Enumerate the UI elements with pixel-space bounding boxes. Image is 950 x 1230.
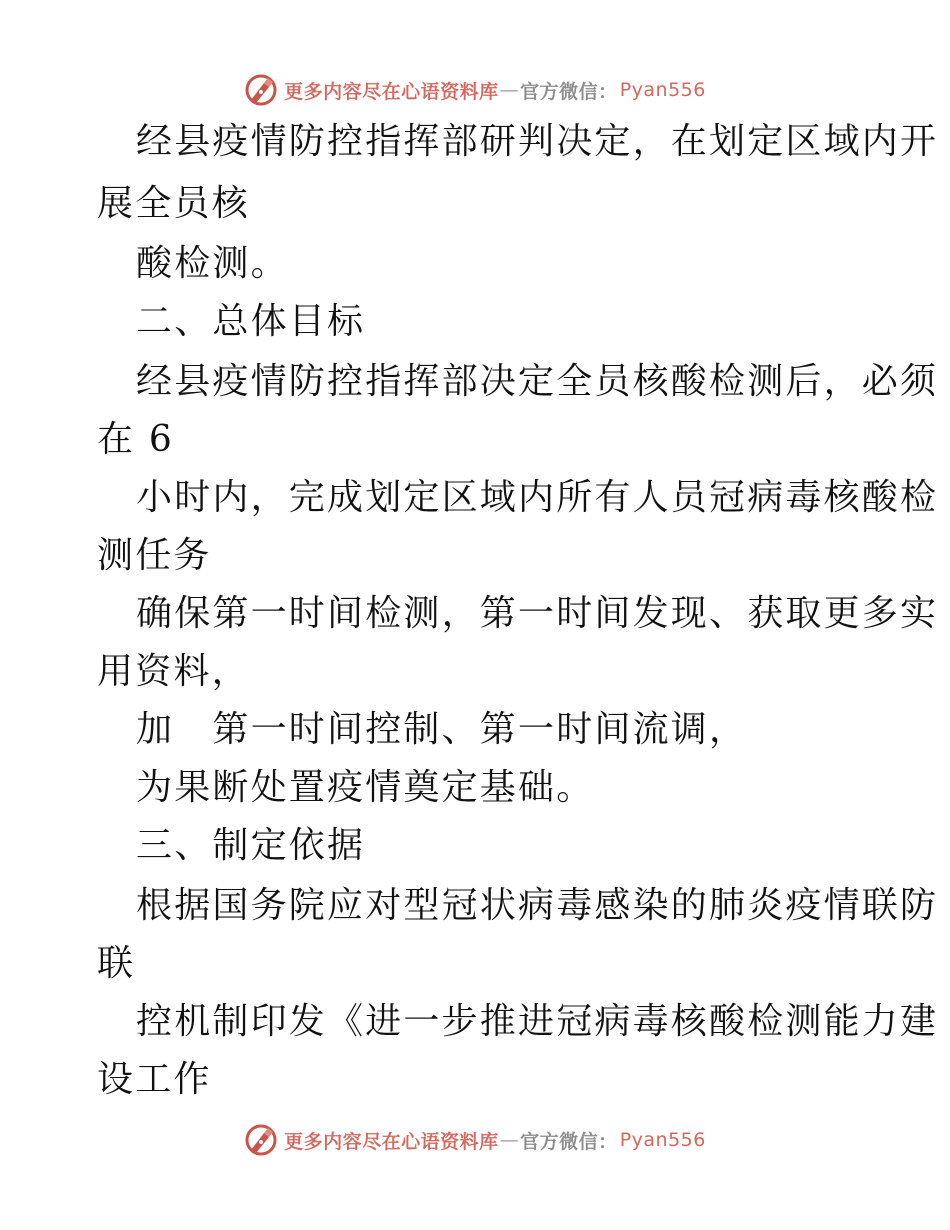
header-official: 官方微信： (520, 80, 618, 103)
text-line: 经县疫情防控指挥部研判决定，在划定区域内开 (136, 121, 939, 162)
text-line: 控机制印发《进一步推进冠病毒核酸检测能力建 (136, 1001, 939, 1042)
footer-dash: — (499, 1129, 520, 1151)
text-line: 联 (97, 943, 136, 984)
text-line: 在 6 (97, 419, 174, 460)
text-line: 根据国务院应对型冠状病毒感染的肺炎疫情联防 (136, 885, 939, 926)
footer-wechat-id: Pyan556 (619, 1129, 706, 1151)
section-heading: 二、总体目标 (136, 301, 366, 342)
text-line: 测任务 (97, 535, 212, 576)
header-wechat-id: Pyan556 (619, 79, 706, 101)
footer-brand: 更多内容尽在心语资料库 (284, 1130, 499, 1153)
text-line: 加 第一时间控制、第一时间流调， (136, 709, 748, 750)
pen-nib-circle-icon (244, 1123, 278, 1157)
text-line: 酸检测。 (136, 243, 289, 284)
footer-banner (0, 1122, 950, 1158)
footer-official: 官方微信： (520, 1130, 618, 1153)
text-line: 展全员核 (97, 183, 250, 224)
text-line: 确保第一时间检测，第一时间发现、获取更多实 (136, 593, 939, 634)
header-dash: — (499, 79, 520, 101)
text-line: 小时内，完成划定区域内所有人员冠病毒核酸检 (136, 477, 939, 518)
text-line: 用资料， (97, 651, 250, 692)
text-line: 为果断处置疫情奠定基础。 (136, 767, 595, 808)
header-banner (0, 72, 950, 108)
text-line: 经县疫情防控指挥部决定全员核酸检测后，必须 (136, 361, 939, 402)
text-line: 设工作 (97, 1059, 212, 1100)
section-heading: 三、制定依据 (136, 825, 366, 866)
header-brand: 更多内容尽在心语资料库 (284, 80, 499, 103)
pen-nib-circle-icon (244, 73, 278, 107)
